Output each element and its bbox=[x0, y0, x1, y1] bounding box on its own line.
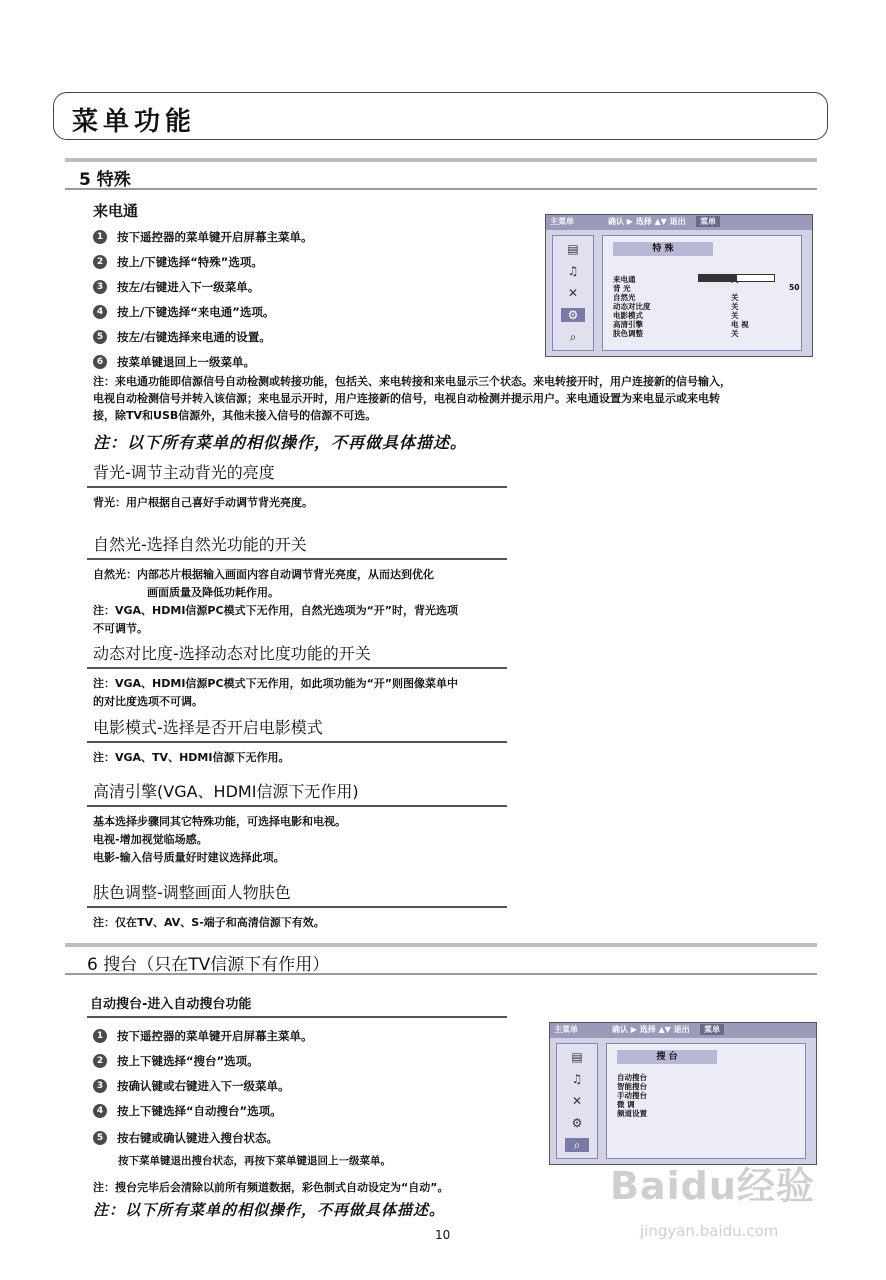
section-5-title: 5 特殊 bbox=[79, 170, 131, 190]
menu-row-value: 50 bbox=[789, 283, 800, 292]
step-number: 3 bbox=[93, 280, 107, 294]
search-menu-screenshot bbox=[549, 1022, 817, 1165]
note-line-2: 电视自动检测信号并转入该信源；来电显示开时，用户连接新的信号，电视自动检测并提示用户。来电通设置为来电显示或来电转 bbox=[93, 392, 720, 405]
step-extra: 按下菜单键退出搜台状态，再按下菜单键退回上一级菜单。 bbox=[118, 1155, 391, 1167]
divider bbox=[87, 805, 507, 807]
block-line: 背光：用户根据自己喜好手动调节背光亮度。 bbox=[93, 496, 313, 509]
block-line: 注：VGA、TV、HDMI信源下无作用。 bbox=[93, 751, 290, 764]
italic-note-2: 注：以下所有菜单的相似操作，不再做具体描述。 bbox=[93, 1201, 446, 1219]
step-number: 4 bbox=[93, 305, 107, 319]
block-line: 电影-输入信号质量好时建议选择此项。 bbox=[93, 851, 285, 864]
step-item bbox=[93, 1130, 278, 1146]
sound-icon: ♫ bbox=[571, 1072, 583, 1086]
divider bbox=[87, 667, 507, 669]
menu-row-label: 肤色调整 bbox=[613, 329, 643, 338]
step-item bbox=[93, 304, 274, 320]
step-item bbox=[93, 254, 263, 270]
menu-button-label: 菜单 bbox=[700, 1024, 724, 1035]
menu-row-label: 电影模式 bbox=[613, 311, 643, 320]
block-title: 动态对比度-选择动态对比度功能的开关 bbox=[93, 644, 371, 663]
step-number: 6 bbox=[93, 355, 107, 369]
step-number: 4 bbox=[93, 1104, 107, 1118]
block-title: 高清引擎(VGA、HDMI信源下无作用) bbox=[93, 782, 359, 801]
block-line: 的对比度选项不可调。 bbox=[93, 695, 203, 708]
menu-icon-column bbox=[556, 1043, 598, 1159]
block-title: 肤色调整-调整画面人物肤色 bbox=[93, 883, 291, 902]
block-line: 注：VGA、HDMI信源PC模式下无作用，如此项功能为“开”则图像菜单中 bbox=[93, 677, 459, 690]
step-item bbox=[93, 354, 255, 370]
menu-row: 智能搜台 bbox=[617, 1082, 647, 1091]
backlight-bar bbox=[698, 274, 775, 282]
watermark-logo: Baidu经验 bbox=[610, 1164, 815, 1208]
block-line: 注：VGA、HDMI信源PC模式下无作用，自然光选项为“开”时，背光选项 bbox=[93, 604, 459, 617]
menu-panel bbox=[606, 1043, 806, 1159]
menu-header bbox=[546, 215, 812, 230]
menu-row-value: 关 bbox=[731, 302, 739, 311]
menu-panel bbox=[602, 235, 802, 351]
menu-icon-column bbox=[552, 235, 594, 351]
block-line: 画面质量及降低功耗作用。 bbox=[147, 586, 279, 599]
step-text: 按上下键选择“搜台”选项。 bbox=[117, 1054, 259, 1068]
subsection-6-title: 自动搜台-进入自动搜台功能 bbox=[90, 997, 252, 1012]
block-title: 自然光-选择自然光功能的开关 bbox=[93, 535, 307, 554]
block-line: 自然光：内部芯片根据输入画面内容自动调节背光亮度，从而达到优化 bbox=[93, 568, 434, 581]
picture-icon: ▤ bbox=[571, 1050, 583, 1064]
step-item bbox=[93, 1028, 313, 1044]
step-text: 按右键或确认键进入搜台状态。 bbox=[117, 1131, 278, 1145]
step-number: 5 bbox=[93, 1131, 107, 1145]
step-number: 5 bbox=[93, 330, 107, 344]
step-number: 2 bbox=[93, 255, 107, 269]
menu-row-value: 关 bbox=[731, 329, 739, 338]
chapter-title-box bbox=[53, 92, 828, 140]
step-item bbox=[93, 1078, 290, 1094]
step-item bbox=[93, 279, 259, 295]
subsection-title: 来电通 bbox=[93, 202, 139, 220]
gear-icon: ⚙ bbox=[571, 1116, 583, 1130]
step-item bbox=[93, 1103, 282, 1119]
menu-main-label: 主菜单 bbox=[550, 217, 574, 226]
step-text: 按左/右键进入下一级菜单。 bbox=[117, 280, 260, 294]
step-text: 按左/右键选择来电通的设置。 bbox=[117, 330, 271, 344]
picture-icon: ▤ bbox=[567, 242, 579, 256]
step-text: 按确认键或右键进入下一级菜单。 bbox=[117, 1079, 290, 1093]
block-title: 背光-调节主动背光的亮度 bbox=[93, 463, 275, 482]
step-text: 按菜单键退回上一级菜单。 bbox=[117, 355, 255, 369]
step-text: 按下遥控器的菜单键开启屏幕主菜单。 bbox=[117, 1029, 313, 1043]
menu-row bbox=[613, 328, 793, 339]
menu-panel-title: 搜 台 bbox=[617, 1050, 717, 1064]
italic-note: 注：以下所有菜单的相似操作，不再做具体描述。 bbox=[93, 433, 468, 452]
menu-row: 频道设置 bbox=[617, 1109, 647, 1118]
section-6-title: 6 搜台（只在TV信源下有作用） bbox=[87, 955, 330, 975]
section-6-band bbox=[65, 943, 817, 975]
step-text: 按上/下键选择“特殊”选项。 bbox=[117, 255, 263, 269]
chapter-title: 菜单功能 bbox=[72, 107, 197, 137]
menu-main-label: 主菜单 bbox=[554, 1025, 578, 1034]
step-item bbox=[93, 1053, 259, 1069]
menu-hint: 确认 ▶ 选择 ▲▼ 退出 bbox=[612, 1025, 690, 1034]
menu-row-value: 关 bbox=[731, 293, 739, 302]
divider bbox=[87, 906, 507, 908]
tools-icon: ✕ bbox=[571, 1094, 583, 1108]
step-item bbox=[93, 329, 271, 345]
menu-row: 手动搜台 bbox=[617, 1091, 647, 1100]
note-line-1: 注：来电通功能即信源信号自动检测或转接功能，包括关、来电转接和来电显示三个状态。来电转接开时，用户连接新的信号输入， bbox=[93, 375, 731, 388]
menu-panel-title: 特 殊 bbox=[613, 242, 713, 256]
search-note: 注：搜台完毕后会清除以前所有频道数据，彩色制式自动设定为“自动”。 bbox=[93, 1181, 449, 1194]
note-line-3: 接，除TV和USB信源外，其他未接入信号的信源不可选。 bbox=[93, 409, 377, 422]
divider bbox=[87, 486, 507, 488]
step-text: 按下遥控器的菜单键开启屏幕主菜单。 bbox=[117, 230, 313, 244]
divider bbox=[87, 741, 507, 743]
menu-header bbox=[550, 1023, 816, 1038]
menu-row-label: 背 光 bbox=[613, 284, 631, 293]
gear-icon: ⚙ bbox=[561, 308, 585, 322]
section-5-band bbox=[65, 158, 817, 190]
step-number: 1 bbox=[93, 230, 107, 244]
menu-row-label: 自然光 bbox=[613, 293, 636, 302]
menu-row-value: 电 视 bbox=[731, 320, 749, 329]
page-number: 10 bbox=[435, 1228, 451, 1242]
menu-row-value: 关 bbox=[731, 311, 739, 320]
menu-row: 自动搜台 bbox=[617, 1073, 647, 1082]
search-icon: ⌕ bbox=[569, 330, 577, 344]
block-line: 不可调节。 bbox=[93, 622, 148, 635]
block-line: 电视-增加视觉临场感。 bbox=[93, 833, 208, 846]
block-line: 基本选择步骤同其它特殊功能，可选择电影和电视。 bbox=[93, 815, 346, 828]
block-title: 电影模式-选择是否开启电影模式 bbox=[93, 718, 323, 737]
divider bbox=[87, 1016, 507, 1018]
menu-hint: 确认 ▶ 选择 ▲▼ 退出 bbox=[608, 217, 686, 226]
block-line: 注：仅在TV、AV、S-端子和高清信源下有效。 bbox=[93, 916, 325, 929]
divider bbox=[87, 558, 507, 560]
sound-icon: ♫ bbox=[567, 264, 579, 278]
menu-row-label: 动态对比度 bbox=[613, 302, 651, 311]
step-text: 按上下键选择“自动搜台”选项。 bbox=[117, 1104, 282, 1118]
step-item bbox=[93, 229, 313, 245]
tools-icon: ✕ bbox=[567, 286, 579, 300]
step-number: 3 bbox=[93, 1079, 107, 1093]
step-number: 1 bbox=[93, 1029, 107, 1043]
step-text: 按上/下键选择“来电通”选项。 bbox=[117, 305, 275, 319]
step-number: 2 bbox=[93, 1054, 107, 1068]
menu-row: 微 调 bbox=[617, 1100, 635, 1109]
watermark-url: jingyan.baidu.com bbox=[640, 1222, 779, 1240]
special-menu-screenshot bbox=[545, 214, 813, 357]
menu-row-label: 高清引擎 bbox=[613, 320, 643, 329]
backlight-bar-fill bbox=[699, 275, 737, 281]
search-icon: ⌕ bbox=[565, 1138, 589, 1152]
menu-row-label: 来电通 bbox=[613, 275, 636, 284]
menu-button-label: 菜单 bbox=[696, 216, 720, 227]
